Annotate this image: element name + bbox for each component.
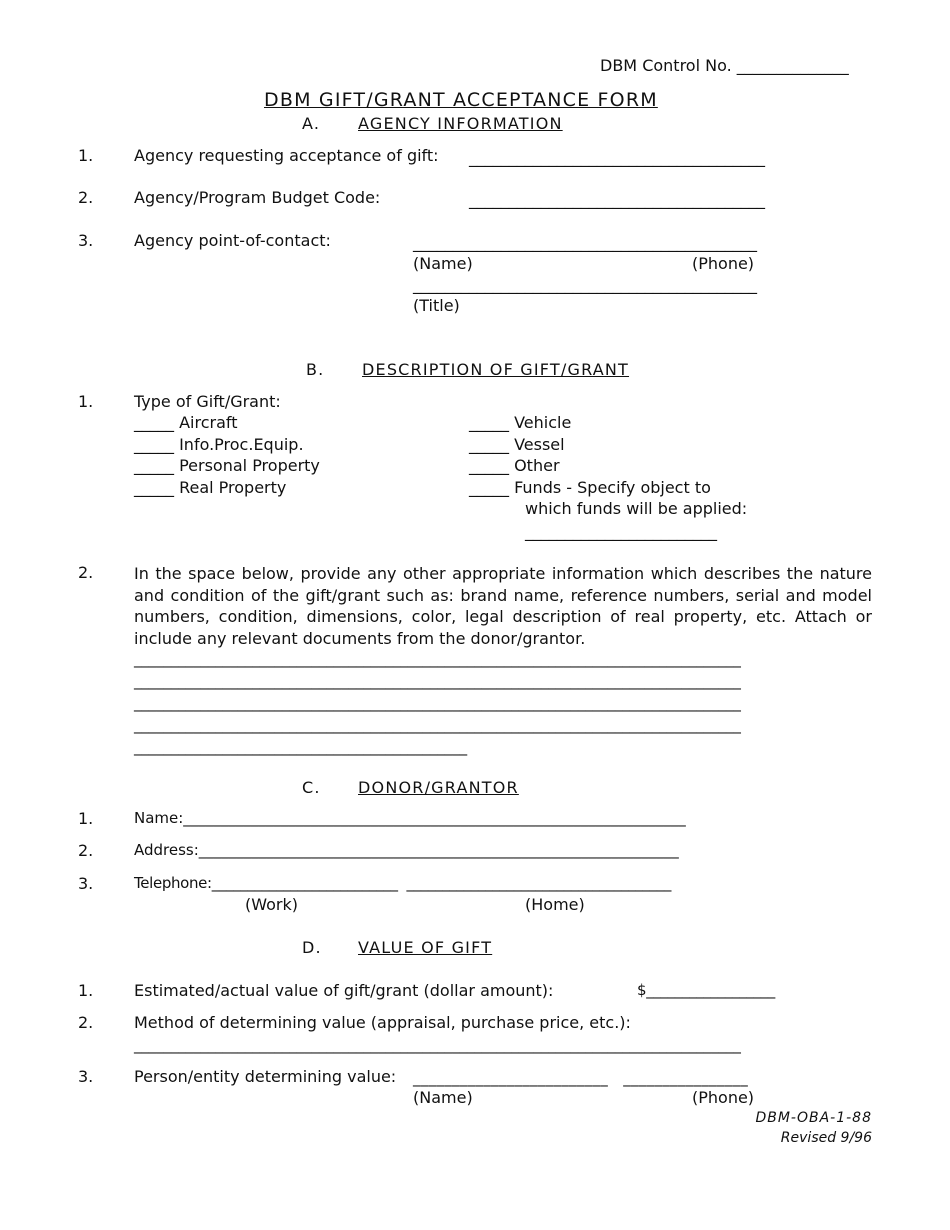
description-line-5[interactable]: _____________________________________________	[134, 738, 468, 756]
checkbox-funds[interactable]: _____ Funds - Specify object to	[469, 478, 711, 497]
funds-continuation: which funds will be applied:	[525, 499, 748, 518]
budget-code-field[interactable]: _____________________________________	[469, 190, 765, 209]
description-line-3[interactable]: __________________________________________________________________________________	[134, 694, 741, 712]
funds-object-field[interactable]: ________________________	[525, 522, 717, 541]
gift-value-field[interactable]: $__________________	[637, 981, 775, 999]
poc-title-field[interactable]: ___________________________________________	[413, 275, 757, 294]
appraiser-phone-caption: (Phone)	[692, 1088, 755, 1107]
a3-number: 3.	[78, 231, 94, 250]
section-b-letter: B.	[306, 360, 325, 379]
checkbox-vehicle[interactable]: _____ Vehicle	[469, 413, 572, 432]
appraiser-name-caption: (Name)	[413, 1088, 473, 1107]
checkbox-personal-property[interactable]: _____ Personal Property	[134, 456, 320, 475]
poc-phone-caption: (Phone)	[692, 254, 755, 273]
checkbox-aircraft[interactable]: _____ Aircraft	[134, 413, 238, 432]
donor-telephone-field[interactable]: Telephone:__________________________ _____________________________________	[134, 874, 672, 892]
control-number: DBM Control No. ______________	[600, 56, 849, 75]
a1-number: 1.	[78, 146, 94, 165]
a2-number: 2.	[78, 188, 94, 207]
checkbox-vessel[interactable]: _____ Vessel	[469, 435, 565, 454]
section-c-letter: C.	[302, 778, 321, 797]
d1-number: 1.	[78, 981, 94, 1000]
section-c-heading: DONOR/GRANTOR	[358, 778, 519, 797]
a2-label: Agency/Program Budget Code:	[134, 188, 381, 207]
appraiser-name-phone-field[interactable]: _________________________ ________________	[413, 1069, 749, 1087]
poc-title-caption: (Title)	[413, 296, 460, 315]
d2-label: Method of determining value (appraisal, purchase price, etc.):	[134, 1013, 631, 1032]
a3-label: Agency point-of-contact:	[134, 231, 331, 250]
donor-name-field[interactable]: Name:___________________________________________________________________	[134, 809, 686, 827]
a1-label: Agency requesting acceptance of gift:	[134, 146, 439, 165]
d3-number: 3.	[78, 1067, 94, 1086]
description-line-4[interactable]: __________________________________________________________________________________	[134, 716, 741, 734]
checkbox-real-property[interactable]: _____ Real Property	[134, 478, 287, 497]
description-line-1[interactable]: __________________________________________________________________________________	[134, 650, 741, 668]
home-caption: (Home)	[525, 895, 585, 914]
poc-name-caption: (Name)	[413, 254, 473, 273]
section-b-heading: DESCRIPTION OF GIFT/GRANT	[362, 360, 630, 379]
b2-instructions: In the space below, provide any other appropriate information which describes the nature and condition of the gift/grant such as: brand name, reference numbers, serial and model numbers, condition, dimensions, color, legal description of real property, etc. Attach or include any relevant documents from the donor/grantor.	[134, 564, 872, 648]
form-number: DBM-OBA-1-88	[755, 1110, 872, 1126]
revision-date: Revised 9/96	[780, 1130, 872, 1146]
c3-number: 3.	[78, 874, 94, 893]
valuation-method-field[interactable]: __________________________________________________________________________________	[134, 1036, 741, 1054]
d2-number: 2.	[78, 1013, 94, 1032]
checkbox-info-proc-equip[interactable]: _____ Info.Proc.Equip.	[134, 435, 304, 454]
section-d-heading: VALUE OF GIFT	[358, 938, 493, 957]
c1-number: 1.	[78, 809, 94, 828]
checkbox-other[interactable]: _____ Other	[469, 456, 560, 475]
form-title: DBM GIFT/GRANT ACCEPTANCE FORM	[264, 89, 658, 111]
b1-number: 1.	[78, 392, 94, 411]
donor-address-field[interactable]: Address:________________________________________________________________	[134, 841, 679, 859]
b2-number: 2.	[78, 563, 94, 582]
b1-label: Type of Gift/Grant:	[134, 392, 281, 411]
agency-name-field[interactable]: _____________________________________	[469, 148, 765, 167]
work-caption: (Work)	[245, 895, 298, 914]
section-d-letter: D.	[302, 938, 322, 957]
d1-label: Estimated/actual value of gift/grant (dollar amount):	[134, 981, 554, 1000]
c2-number: 2.	[78, 841, 94, 860]
poc-name-phone-field[interactable]: ___________________________________________	[413, 233, 757, 252]
d3-label: Person/entity determining value:	[134, 1067, 397, 1086]
section-a-letter: A.	[302, 114, 321, 133]
section-a-heading: AGENCY INFORMATION	[358, 114, 563, 133]
description-line-2[interactable]: __________________________________________________________________________________	[134, 672, 741, 690]
